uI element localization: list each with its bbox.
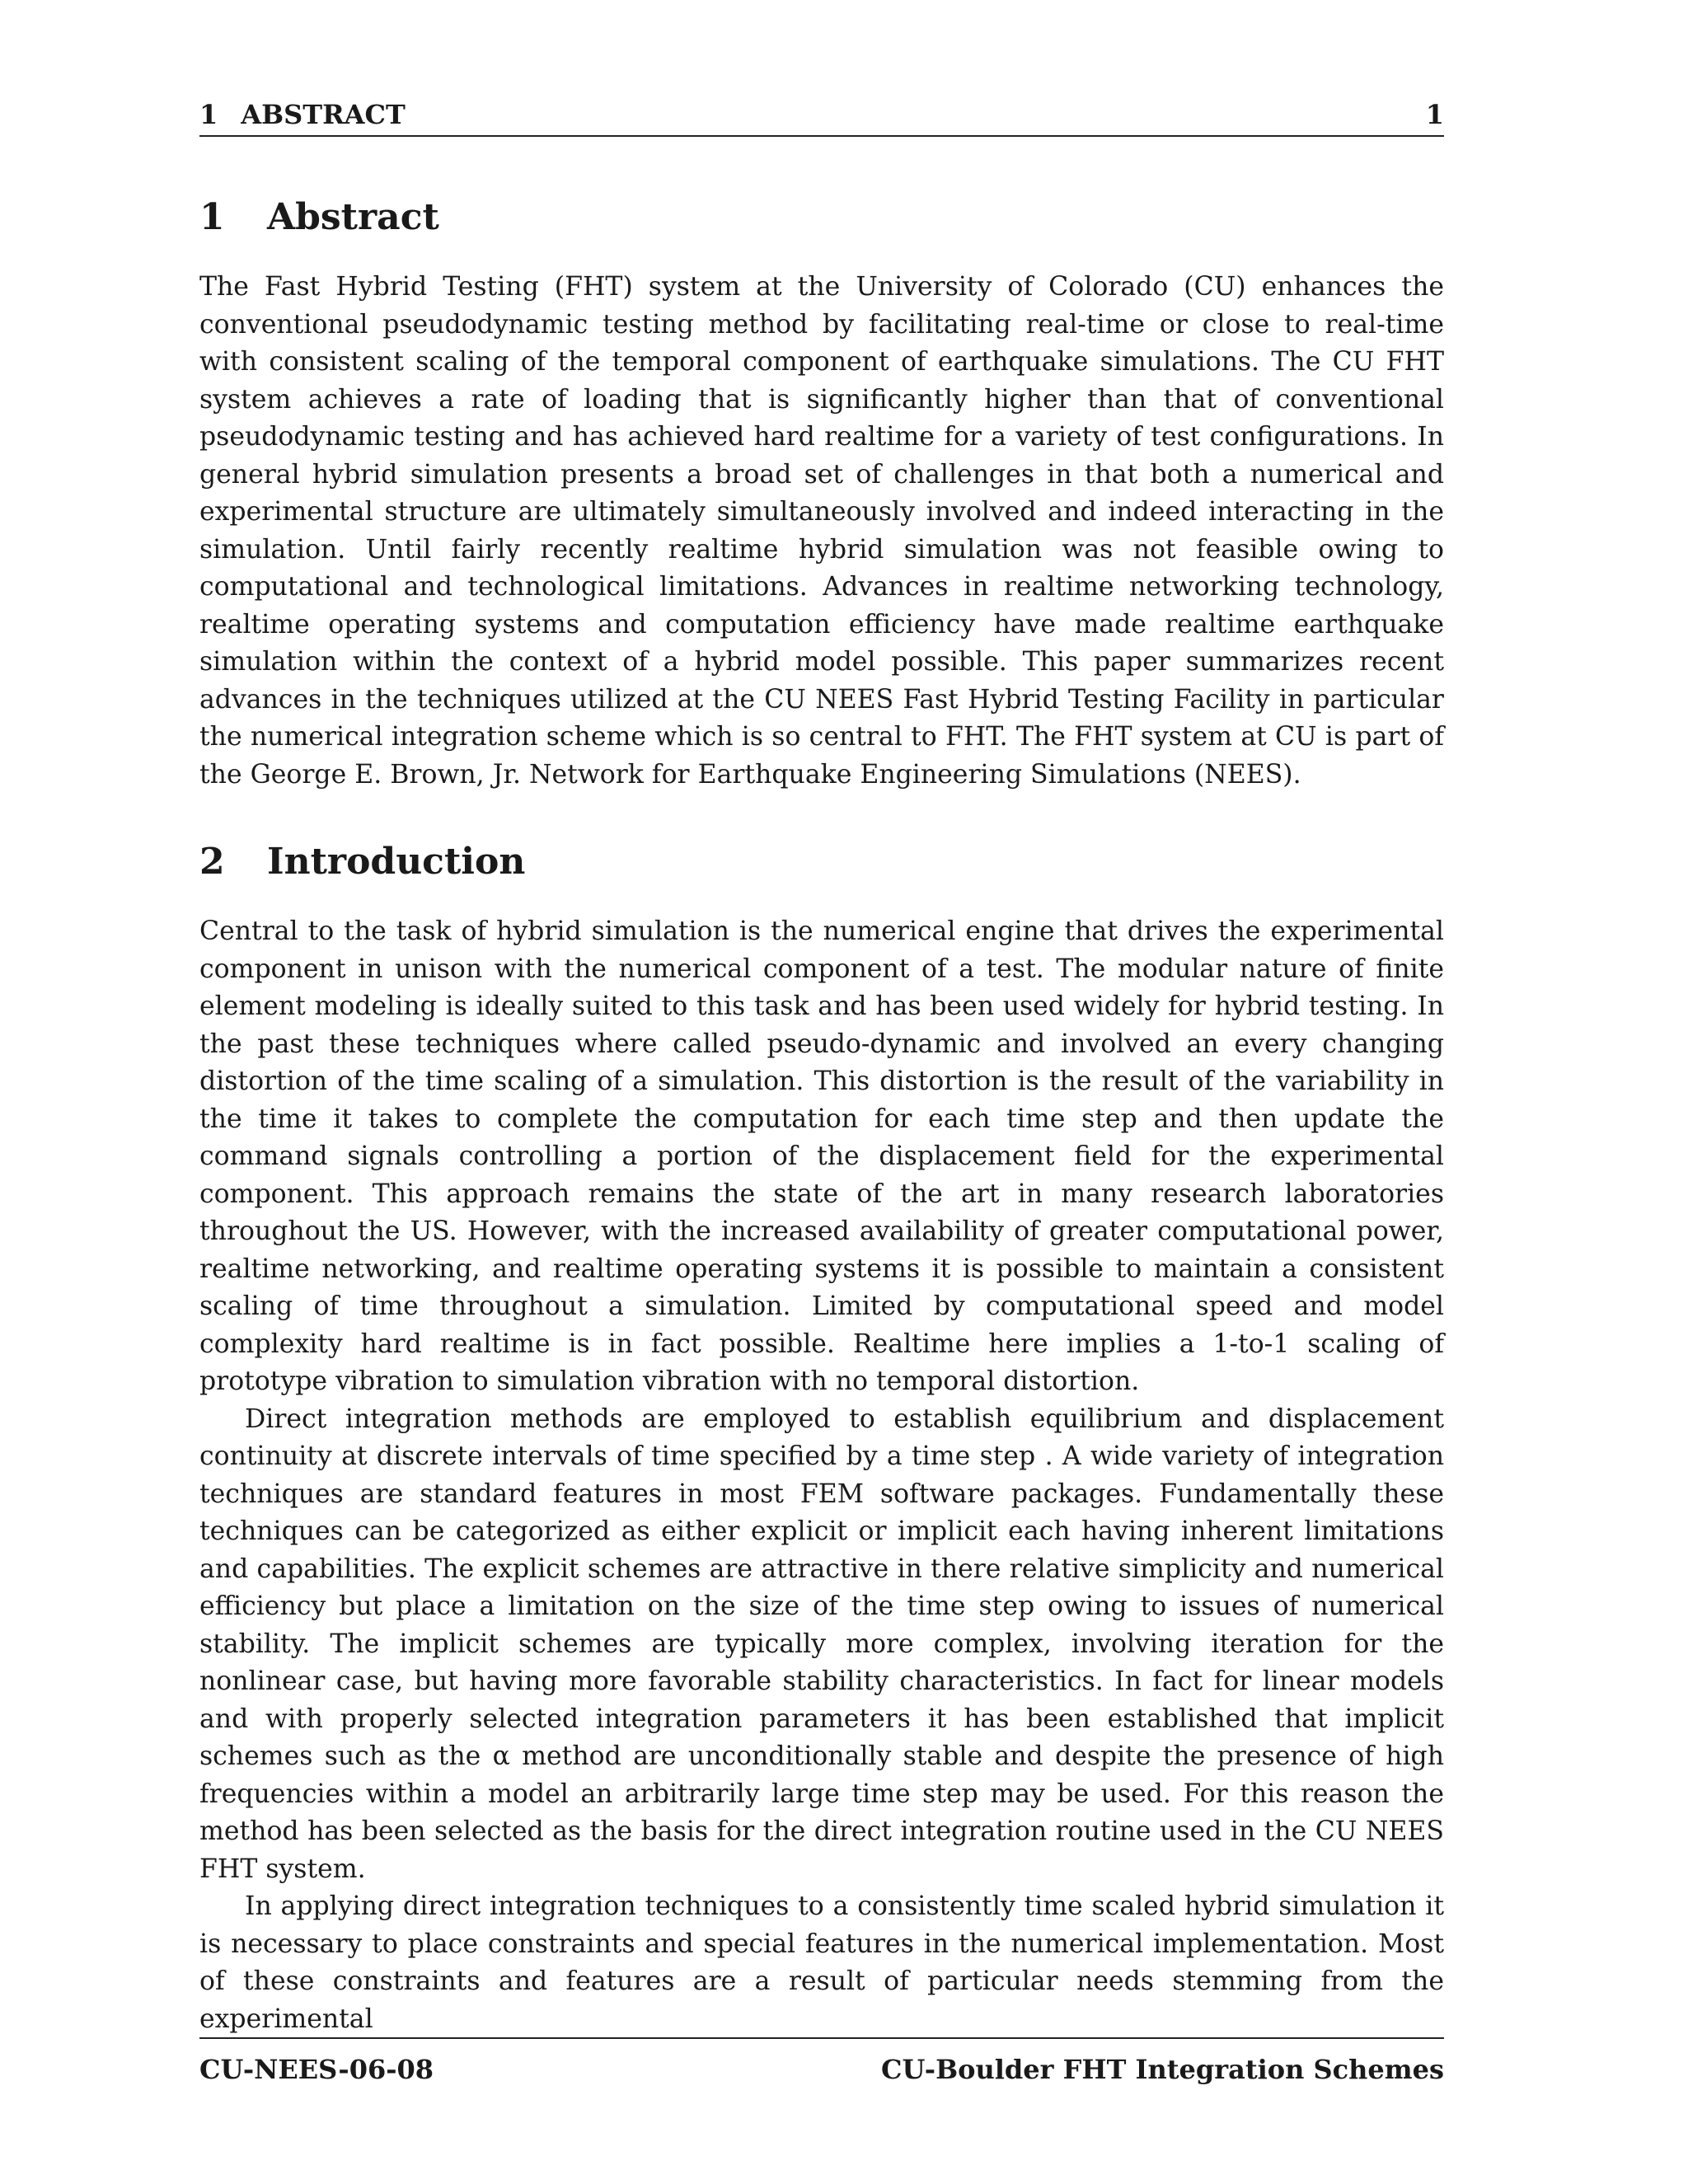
abstract-body bbox=[199, 269, 1444, 794]
paragraph: Direct integration methods are employed to establish equilibrium and displacement continuity at discrete intervals of time specified by a time step . A wide variety of integration techniques are standard features in most FEM software packages. Fundamentally these techniques can be categorized as either explicit or implicit each having inherent limitations and capabilities. The explicit schemes are attractive in there relative simplicity and numerical efficiency but place a limitation on the size of the time step owing to issues of numerical stability. The implicit schemes are typically more complex, involving iteration for the nonlinear case, but having more favorable stability characteristics. In fact for linear models and with properly selected integration parameters it has been established that implicit schemes such as the α method are unconditionally stable and despite the presence of high frequencies within a model an arbitrarily large time step may be used. For this reason the method has been selected as the basis for the direct integration routine used in the CU NEES FHT system. bbox=[199, 1404, 1444, 1884]
running-header-section bbox=[199, 97, 406, 132]
section-number: 2 bbox=[199, 841, 225, 883]
introduction-body bbox=[199, 913, 1444, 2038]
report-title: CU-Boulder FHT Integration Schemes bbox=[880, 2054, 1444, 2085]
section-heading-abstract bbox=[199, 194, 439, 241]
paragraph: The Fast Hybrid Testing (FHT) system at the University of Colorado (CU) enhances the conventional pseudodynamic testing method by facilitating real-time or close to real-time with consistent scaling of the temporal component of earthquake simulations. The CU FHT system achieves a rate of loading that is significantly higher than that of conventional pseudodynamic testing and has achieved hard realtime for a variety of test configurations. In general hybrid simulation presents a broad set of challenges in that both a numerical and experimental structure are ultimately simultaneously involved and indeed interacting in the simulation. Until fairly recently realtime hybrid simulation was not feasible owing to computational and technological limitations. Advances in realtime networking technology, realtime operating systems and computation efficiency have made realtime earthquake simulation within the context of a hybrid model possible. This paper summarizes recent advances in the techniques utilized at the CU NEES Fast Hybrid Testing Facility in particular the numerical integration scheme which is so central to FHT. The FHT system at CU is part of the George E. Brown, Jr. Network for Earthquake Engineering Simulations (NEES). bbox=[199, 272, 1444, 790]
running-header bbox=[199, 97, 1444, 137]
report-number: CU-NEES-06-08 bbox=[199, 2054, 434, 2085]
paragraph: Central to the task of hybrid simulation is the numerical engine that drives the experimental component in unison with the numerical component of a test. The modular nature of finite element modeling is ideally suited to this task and has been used widely for hybrid testing. In the past these techniques where called pseudo-dynamic and involved an every changing distortion of the time scaling of a simulation. This distortion is the result of the variability in the time it takes to complete the computation for each time step and then update the command signals controlling a portion of the displacement field for the experimental component. This approach remains the state of the art in many research laboratories throughout the US. However, with the increased availability of greater computational power, realtime networking, and realtime operating systems it is possible to maintain a consistent scaling of time throughout a simulation. Limited by computational speed and model complexity hard realtime is in fact possible. Realtime here implies a 1-to-1 scaling of prototype vibration to simulation vibration with no temporal distortion. bbox=[199, 916, 1444, 1396]
running-header-section-number: 1 bbox=[199, 99, 218, 130]
section-heading-introduction bbox=[199, 839, 525, 885]
running-header-section-title: ABSTRACT bbox=[241, 99, 406, 130]
page-number: 1 bbox=[1425, 99, 1444, 130]
section-number: 1 bbox=[199, 196, 225, 238]
page-footer bbox=[199, 2037, 1444, 2090]
paragraph: In applying direct integration techniques to a consistently time scaled hybrid simulation it is necessary to place constraints and special features in the numerical implementation. Most of these constraints and features are a result of particular needs stemming from the experimental bbox=[199, 1891, 1444, 2034]
section-title: Introduction bbox=[267, 841, 526, 883]
section-title: Abstract bbox=[267, 196, 439, 238]
